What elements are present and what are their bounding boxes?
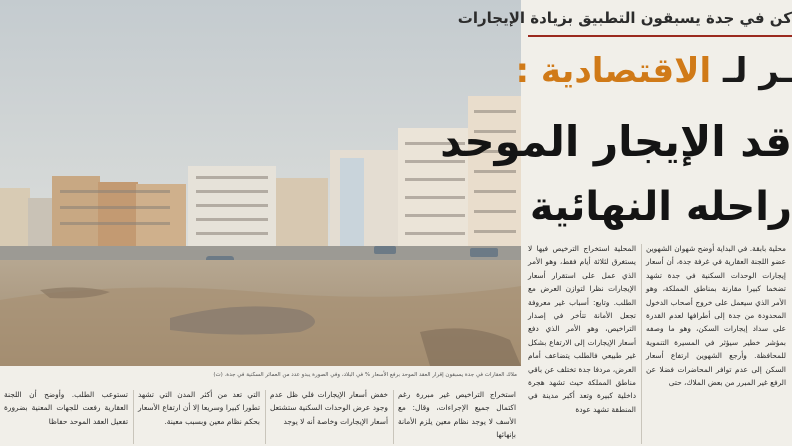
headline-line-1-dark: ـر لـ (723, 51, 792, 91)
column-divider (393, 390, 394, 444)
article-column-1-text: محلية بابقة. في البداية أوضح شهوان الشهوين عضو اللجنة العقارية في غرفة جدة، أن أسعار إيجارات الوحدات السكنية في جدة تشهد تضخما كبيرا مقارنة بمناطق المملكة، وهو الأمر الذي سيعمل على خروج أصحاب الدخول المحدودة من جدة إلى أطرافها لعدم القدرة على سداد إيجارات السكن، وهو ما وصفه بمؤشر خطير سيؤثر في المسيرة التنموية للمحافظة. وأرجع الشهوين ارتفاع أسعار السكن إلى عدم توافر المحاضرات فضلا عن الرفع غير المبرر من بعض الملاك، حتى (646, 244, 786, 388)
article-column-3 (398, 388, 516, 446)
headline-line-2: قد الإيجار الموحد (440, 117, 792, 166)
article-column-4-text: خفض أسعار الإيجارات فلي ظل عدم وجود عرض الوحدات السكنية ستشتعل أسعار الإيجارات وخاصة أنه لا يوجد (270, 390, 388, 426)
headline-line-1 (515, 40, 792, 102)
article-column-6-text: تستوعب الطلب. وأوضح أن اللجنة العقارية رفعت للجهات المعنية بضرورة تفعيل العقد الموحد حفاظا (4, 390, 128, 426)
article-column-2-text: المحلية استخراج الترخيص فيها لا يستغرق لثلاثة أيام فقط، وهو الأمر الذي عمل على استقرار أسعار الإيجارات نظرا لتوازن العرض مع الطلب. وتابع: أسباب غير معروفة تجعل الأمانة تتأخر في إصدار التراخيص، وهو الأمر الذي دفع أسعار الإيجارات إلى الارتفاع بشكل غير طبيعي فالطلب يتضاعف أمام العرض، مردفا جدة تختلف عن باقي مناطق المملكة حيث تشهد هجرة داخلية كبيرة وتعد أكبر مدينة في المنطقة تشهد عودة (528, 244, 636, 414)
article-column-3-text: استخراج التراخيص غير مبررة رغم اكتمال جميع الإجراءات، وقال: مع الأسف لا يوجد نظام معين يلزم الأمانة بإنهائها (398, 390, 516, 440)
headline-rule (528, 35, 792, 37)
column-divider (133, 390, 134, 444)
article-column-5 (138, 388, 260, 446)
column-divider (641, 244, 642, 444)
article-column-5-text: التي تعد من أكثر المدن التي تشهد تطورا كبيرا وسريعا إلا أن ارتفاع الأسعار بحكم نظام معين وبسبب معينة. (138, 390, 260, 426)
article-column-1 (646, 242, 786, 446)
column-divider (265, 390, 266, 444)
photo-caption: ملاك العقارات في جدة يسبقون إقرار العقد الموحد برفع الأسعار % في البلاد، وفي الصورة يبدو عدد من العمائر السكنية في جدة. (ت) (213, 372, 517, 378)
article-column-4 (270, 388, 388, 446)
headline-kicker: كن في جدة يسبقون التطبيق بزيادة الإيجارات (457, 9, 792, 27)
article-column-6 (4, 388, 128, 446)
headline-line-1-accent: الاقتصادية : (515, 51, 712, 91)
headline-line-3: راحله النهائية (529, 184, 792, 230)
article-column-2 (528, 242, 636, 446)
